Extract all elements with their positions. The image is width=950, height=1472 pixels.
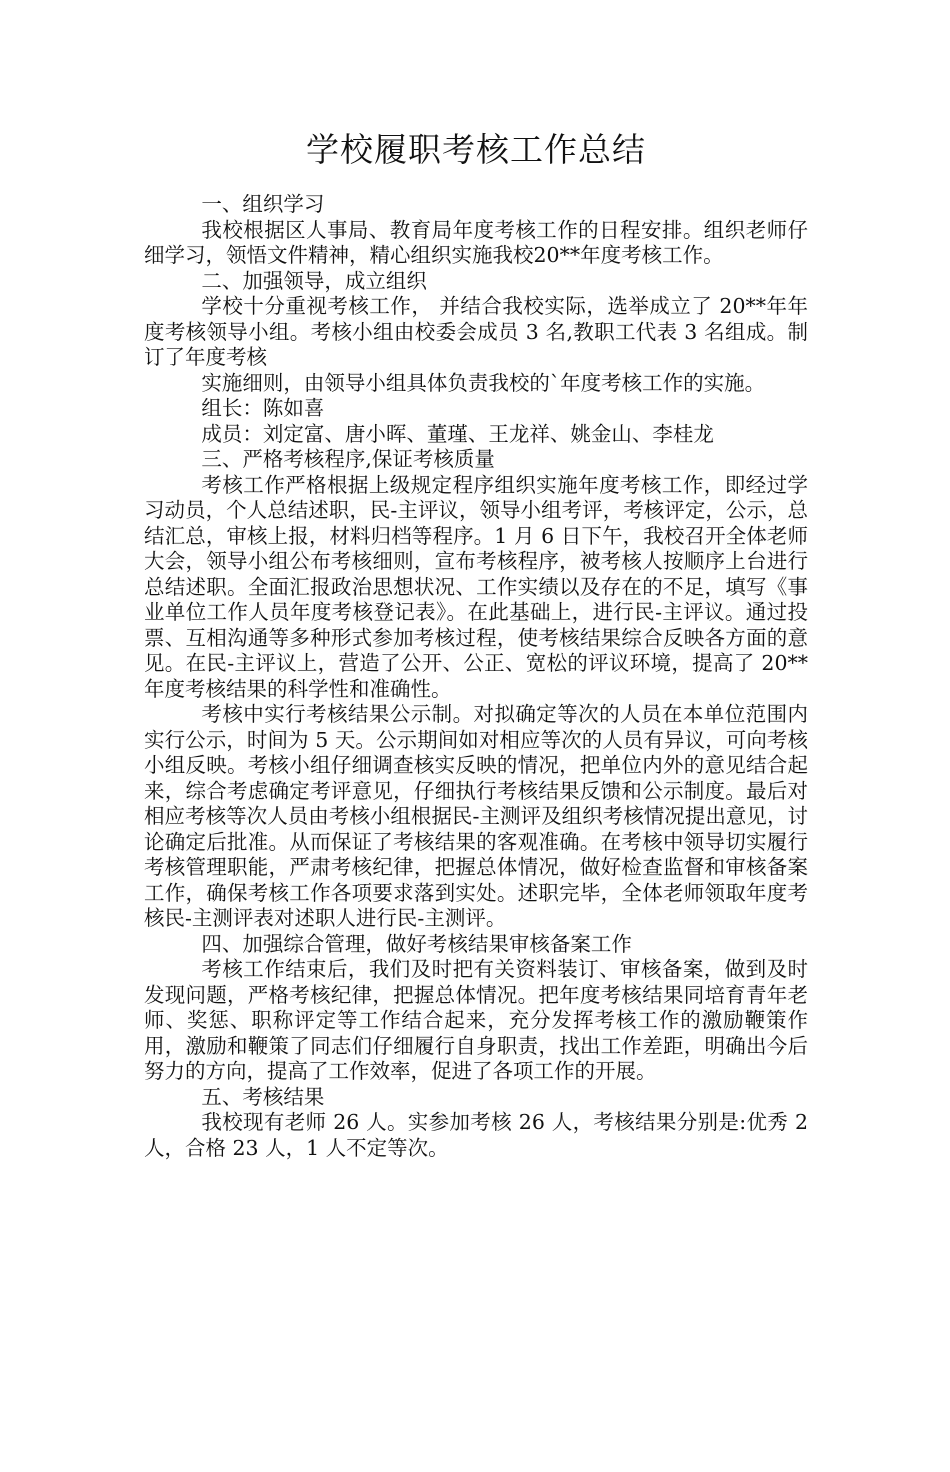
section-heading-1: 一、组织学习 xyxy=(201,192,325,216)
paragraph-procedure: 考核工作严格根据上级规定程序组织实施年度考核工作，即经过学习动员，个人总结述职，民-主评议，领导小组考评，考核评定，公示，总结汇总，审核上报，材料归档等程序。1 月 6 日下午，我校召开全体老师大会，领导小组公布考核细则，宣布考核程序，被考核人按顺序上台进行总结述职。全面汇报政治思想状况、工作实绩以及存在的不足，填写《事业单位工作人员年度考核登记表》。在此基础上，进行民-主评议。通过投票、互相沟通等多种形式参加考核过程，使考核结果综合反映各方面的意见。在民-主评议上，营造了公开、公正、宽松的评议环境，提高了 20**年度考核结果的科学性和准确性。 xyxy=(144,472,808,701)
paragraph-leader: 组长：陈如喜 xyxy=(201,396,325,420)
paragraph-study: 我校根据区人事局、教育局年度考核工作的日程安排。组织老师仔细学习，领悟文件精神，精心组织实施我校20**年度考核工作。 xyxy=(144,217,808,267)
paragraph-management: 考核工作结束后，我们及时把有关资料装订、审核备案，做到及时发现问题，严格考核纪律，把握总体情况。把年度考核结果同培育青年老师、奖惩、职称评定等工作结合起来，充分发挥考核工作的激励鞭策作用，激励和鞭策了同志们仔细履行自身职责，找出工作差距，明确出今后努力的方向，提高了工作效率，促进了各项工作的开展。 xyxy=(144,957,808,1083)
paragraph-members: 成员：刘定富、唐小晖、董瑾、王龙祥、姚金山、李桂龙 xyxy=(201,421,714,446)
paragraph-results: 我校现有老师 26 人。实参加考核 26 人，考核结果分别是:优秀 2 人，合格 23 人，1 人不定等次。 xyxy=(144,1110,808,1160)
section-heading-4: 四、加强综合管理，做好考核结果审核备案工作 xyxy=(201,931,632,956)
document-body xyxy=(144,192,808,1161)
document-page xyxy=(0,128,950,1472)
section-heading-2: 二、加强领导，成立组织 xyxy=(201,268,427,293)
section-heading-5: 五、考核结果 xyxy=(201,1084,325,1109)
paragraph-implementation: 实施细则，由领导小组具体负责我校的`年度考核工作的实施。 xyxy=(201,370,766,395)
paragraph-publicity: 考核中实行考核结果公示制。对拟确定等次的人员在本单位范围内实行公示，时间为 5 天。公示期间如对相应等次的人员有异议，可向考核小组反映。考核小组仔细调查核实反映的情况，把单位内外的意见结合起来，综合考虑确定考评意见，仔细执行考核结果反馈和公示制度。最后对相应考核等次人员由考核小组根据民-主测评及组织考核情况提出意见，讨论确定后批准。从而保证了考核结果的客观准确。在考核中领导切实履行考核管理职能，严肃考核纪律，把握总体情况，做好检查监督和审核备案工作，确保考核工作各项要求落到实处。述职完毕，全体老师领取年度考核民-主测评表对述职人进行民-主测评。 xyxy=(144,702,808,930)
document-title: 学校履职考核工作总结 xyxy=(306,130,646,169)
section-heading-3: 三、严格考核程序,保证考核质量 xyxy=(201,447,495,471)
paragraph-leadership: 学校十分重视考核工作， 并结合我校实际，选举成立了 20**年年度考核领导小组。考核小组由校委会成员 3 名,教职工代表 3 名组成。制订了年度考核 xyxy=(144,294,808,369)
